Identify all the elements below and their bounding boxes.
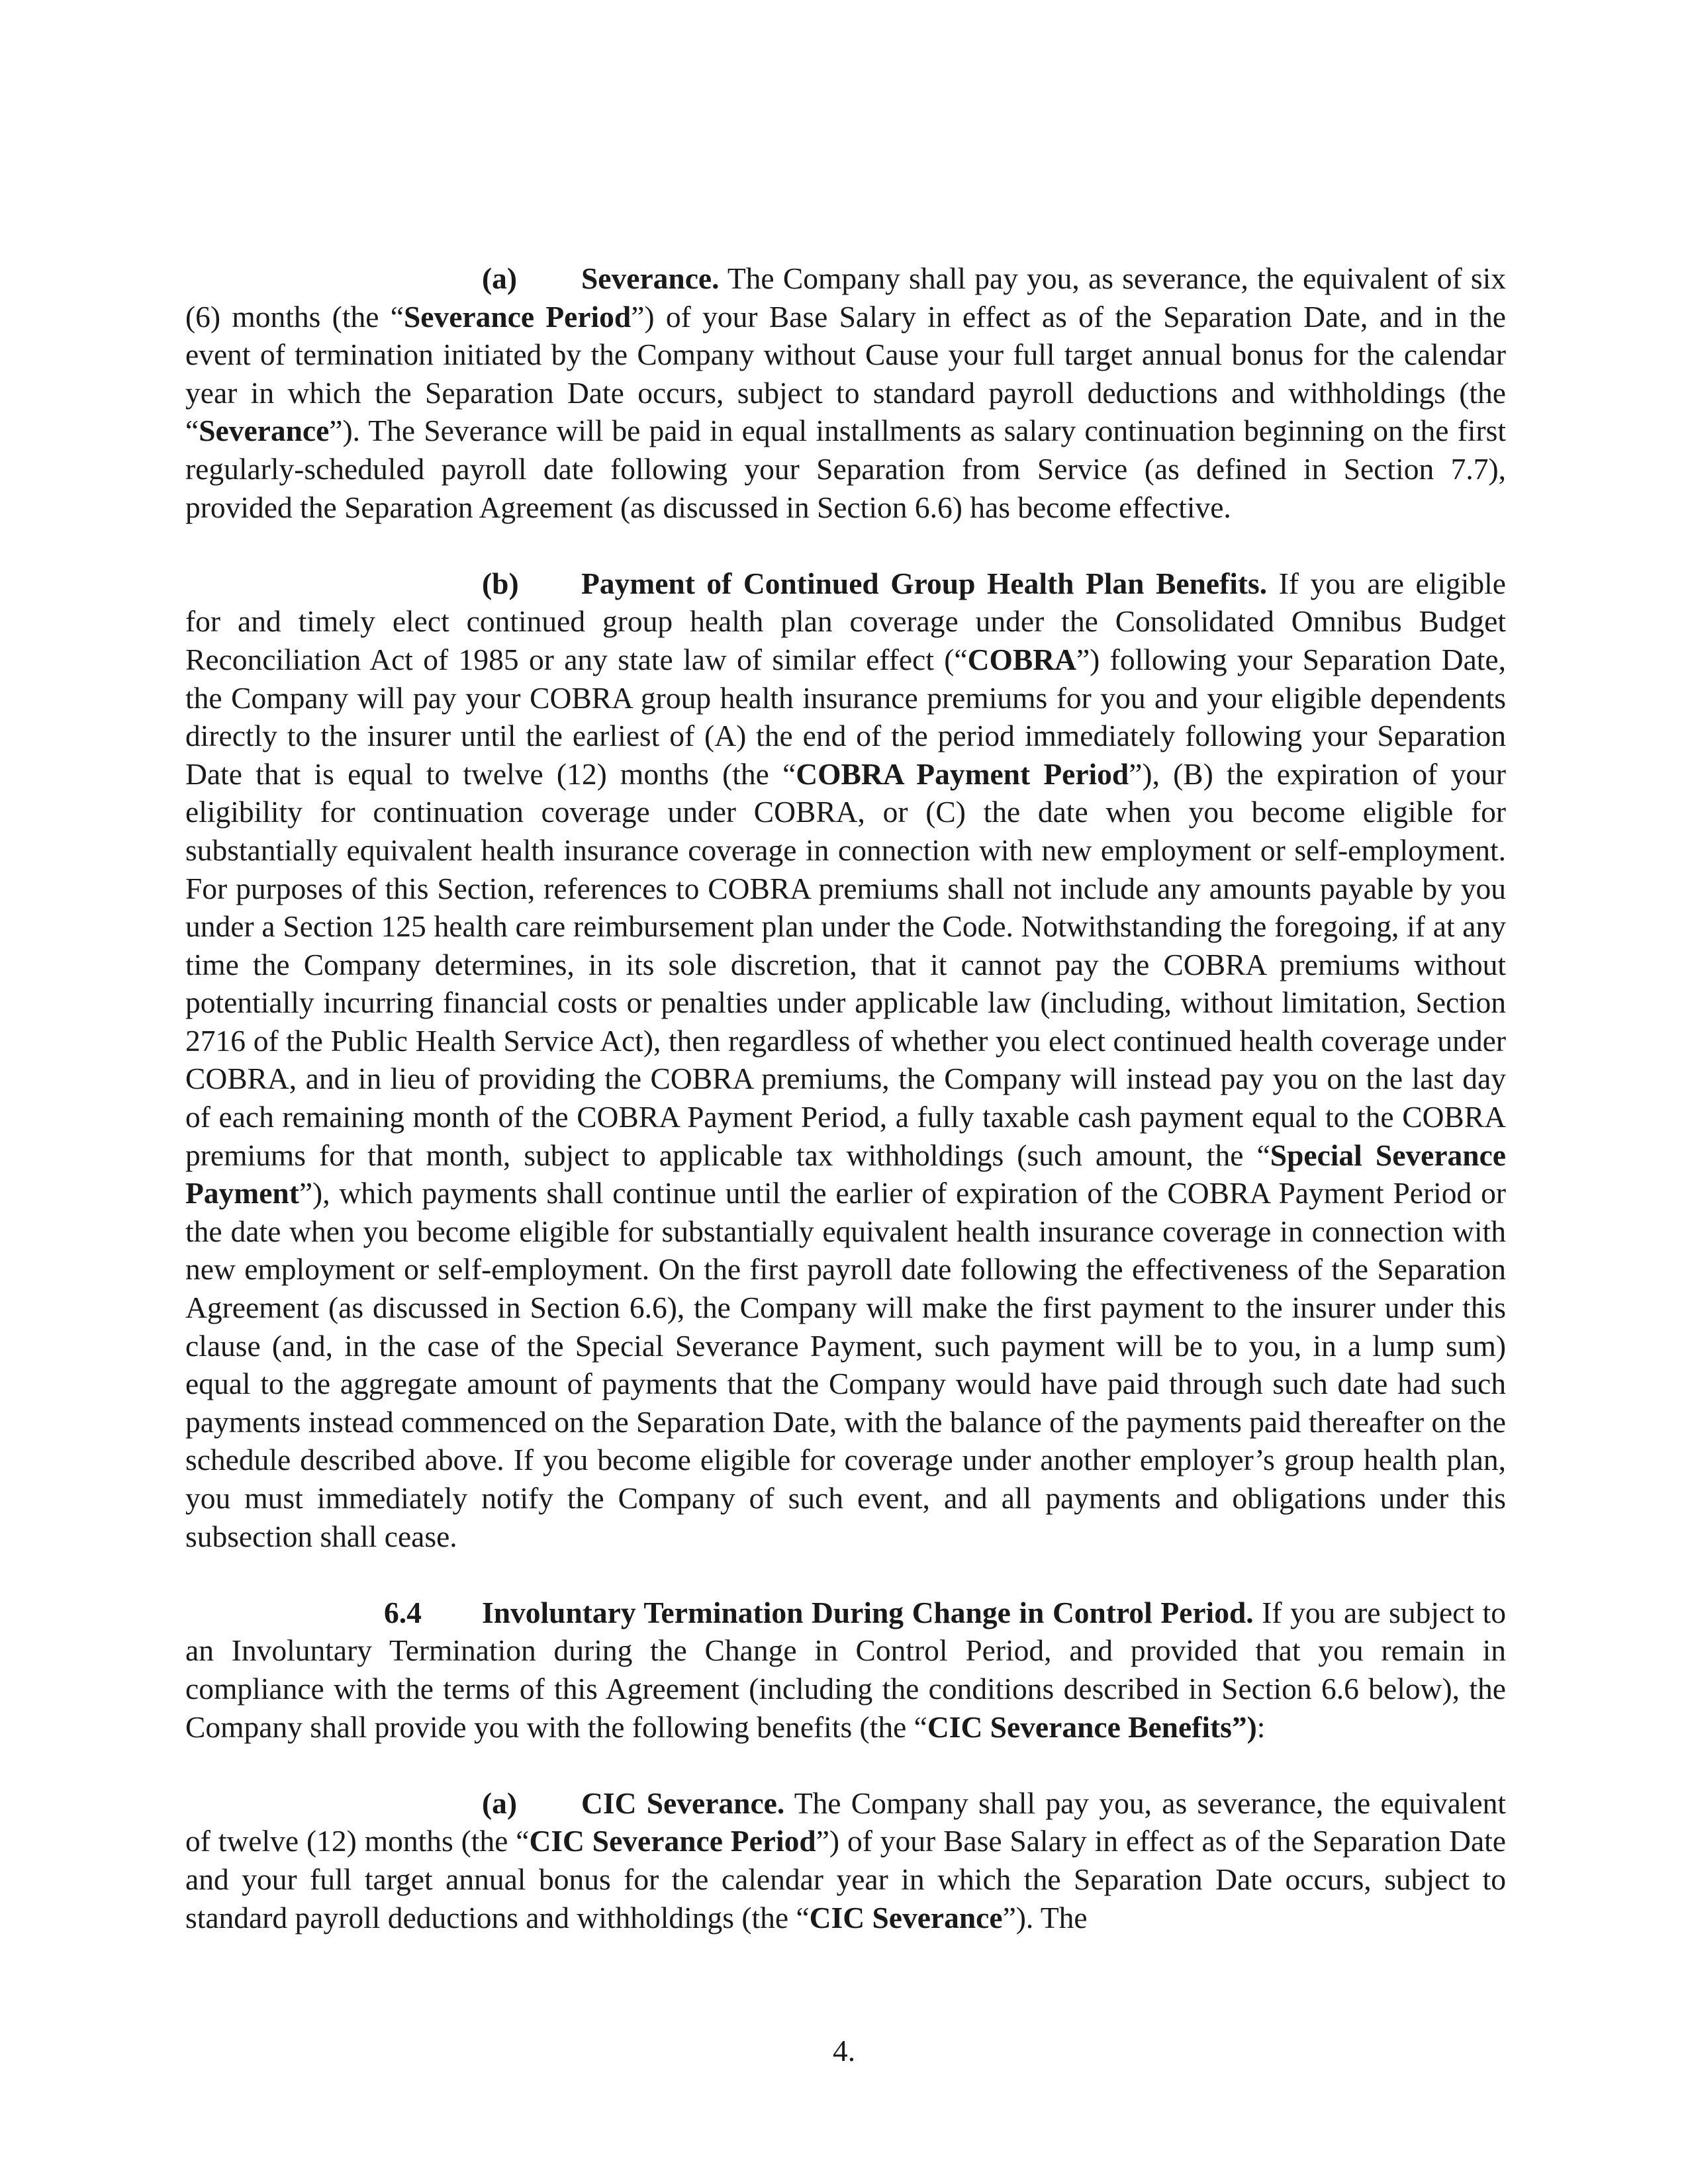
clause-text: ”) of your Base Salary in effect as of the Separation Date and your full target annual bonus for the calendar year in which the Separation Date occurs, subject to standard payroll deductions and withholdings (the “ [185, 1824, 1506, 1934]
clause-text: ”) following your Separation Date, the Company will pay your COBRA group health insurance premiums for you and your eligible dependents directly to the insurer until the earliest of (A) the end of the period immediately following your Separation Date that is equal to twelve (12) months (the “ [185, 642, 1507, 791]
paragraph-severance [185, 259, 1506, 526]
clause-text: ”), which payments shall continue until the earlier of expiration of the COBRA Payment Period or the date when you become eligible for substantially equivalent health insurance coverage in connection with new employment or self-employment. On the first payroll date following the effectiveness of the Separation Agreement (as discussed in Section 6.6), the Company will make the first payment to the insurer under this clause (and, in the case of the Special Severance Payment, such payment will be to you, in a lump sum) equal to the aggregate amount of payments that the Company would have paid through such date had such payments instead commenced on the Separation Date, with the balance of the payments paid thereafter on the schedule described above. If you become eligible for coverage under another employer’s group health plan, you must immediately notify the Company of such event, and all payments and obligations under this subsection shall cease. [185, 1176, 1506, 1553]
clause-text: The Company shall pay you, as severance, the equivalent of twelve (12) months (the “ [185, 1786, 1506, 1858]
clause-label: (a) [482, 1786, 518, 1820]
clause-text: ”). The [1002, 1900, 1088, 1934]
defined-term: COBRA Payment Period [796, 756, 1129, 791]
defined-term: COBRA [967, 642, 1076, 676]
clause-text: ”), (B) the expiration of your eligibility for continuation coverage under COBRA, or (C) the date when you become eligible for substantially equivalent health insurance coverage in connection with new employment or self-employment. For purposes of this Section, references to COBRA premiums shall not include any amounts payable by you under a Section 125 health care reimbursement plan under the Code. Notwithstanding the foregoing, if at any time the Company determines, in its sole discretion, that it cannot pay the COBRA premiums without potentially incurring financial costs or penalties under applicable law (including, without limitation, Section 2716 of the Public Health Service Act), then regardless of whether you elect continued health coverage under COBRA, and in lieu of providing the COBRA premiums, the Company will instead pay you on the last day of each remaining month of the COBRA Payment Period, a fully taxable cash payment equal to the COBRA premiums for that month, subject to applicable tax withholdings (such amount, the “ [185, 756, 1506, 1172]
clause-text: If you are subject to an Involuntary Termination during the Change in Control Period, and provided that you remain in compliance with the terms of this Agreement (including the conditions described in Section 6.6 below), the Company shall provide you with the following benefits (the “ [185, 1595, 1506, 1744]
clause-heading: Severance. [581, 261, 720, 295]
clause-heading: CIC Severance. [581, 1786, 785, 1820]
clause-text: ”) of your Base Salary in effect as of the Separation Date, and in the event of termination initiated by the Company without Cause your full target annual bonus for the calendar year in which the Separation Date occurs, subject to standard payroll deductions and withholdings (the “ [185, 299, 1507, 448]
clause-text: ”). The Severance will be paid in equal installments as salary continuation beginning on the first regularly-scheduled payroll date following your Separation from Service (as defined in Section 7.7), provided the Separation Agreement (as discussed in Section 6.6) has become effective. [185, 414, 1506, 524]
page-number: 4. [832, 2034, 856, 2068]
clause-text: The Company shall pay you, as severance, the equivalent of six (6) months (the “ [185, 261, 1506, 334]
paragraph-cobra-benefits [185, 565, 1506, 1555]
paragraph-cic-severance [185, 1784, 1506, 1936]
defined-term: Special Severance Payment [185, 1138, 1506, 1210]
document-page [185, 259, 1506, 1936]
defined-term: CIC Severance Period [529, 1824, 816, 1858]
defined-term: CIC Severance Benefits”) [927, 1709, 1257, 1744]
defined-term: Severance Period [403, 299, 632, 334]
clause-text: If you are eligible for and timely elect continued group health plan coverage under the Consolidated Omnibus Budget Reconciliation Act of 1985 or any state law of similar effect (“ [185, 566, 1506, 676]
defined-term: CIC Severance [809, 1900, 1003, 1934]
clause-label: (a) [482, 261, 518, 295]
section-number: 6.4 [384, 1595, 422, 1629]
clause-label: (b) [482, 566, 519, 600]
section-heading: Involuntary Termination During Change in Control Period. [482, 1595, 1254, 1629]
defined-term: Severance [199, 414, 330, 448]
section-6-4 [185, 1594, 1506, 1746]
clause-text: : [1256, 1709, 1266, 1744]
clause-heading: Payment of Continued Group Health Plan Benefits. [581, 566, 1268, 600]
